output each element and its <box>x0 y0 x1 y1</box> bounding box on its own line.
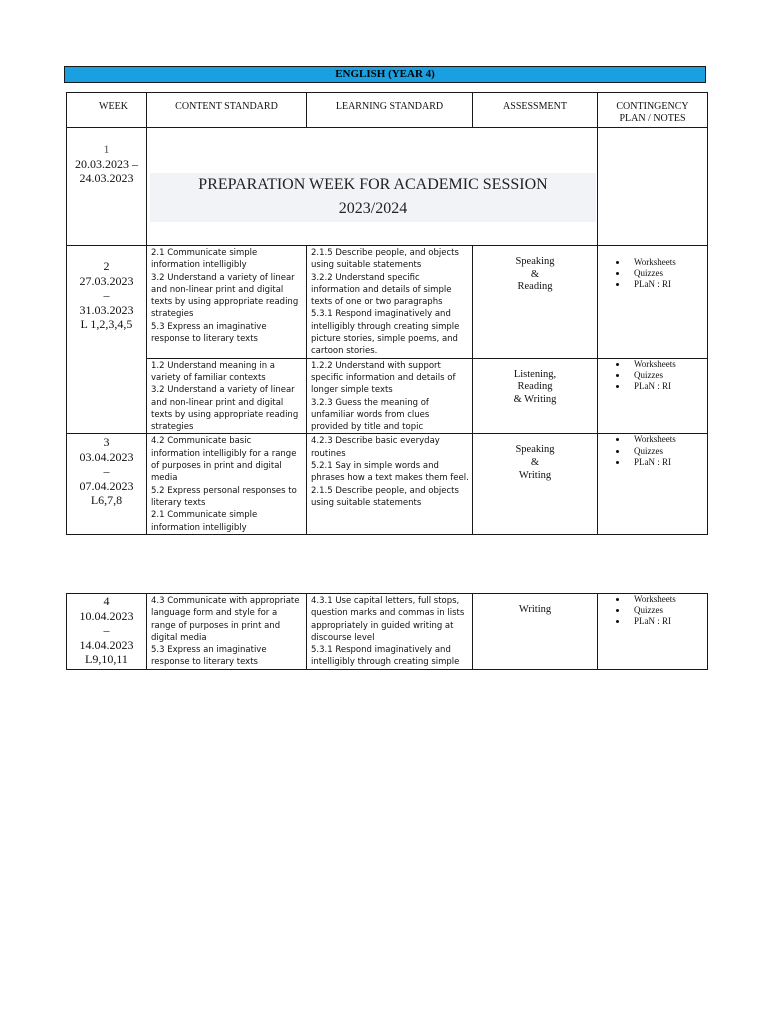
assessment-item: Listening, <box>513 368 557 380</box>
week1-start: 20.03.2023 – <box>75 156 138 171</box>
week1-end: 24.03.2023 <box>79 171 134 185</box>
week4-number: 4 <box>103 594 110 608</box>
notes-item: Quizzes <box>634 605 707 616</box>
preparation-week-banner <box>150 173 596 222</box>
week2-cell <box>67 246 147 434</box>
notes-list <box>598 257 707 291</box>
week3-start: 03.04.2023 <box>79 449 134 464</box>
header-row <box>67 93 708 128</box>
header-contingency <box>598 93 708 128</box>
assessment-item: Writing <box>518 604 552 615</box>
assessment-item: & <box>530 268 540 280</box>
week2b-assessment <box>473 358 598 434</box>
week3-row <box>67 434 708 534</box>
learning-item: 3.2.3 Guess the meaning of unfamiliar words from clues provided by title and topic <box>311 397 430 433</box>
learning-item: 1.2.2 Understand with support specific information and details of longer simple texts <box>311 360 456 396</box>
notes-item: Worksheets <box>634 434 707 445</box>
week4-content-standard <box>147 594 307 670</box>
week3-assessment <box>473 434 598 534</box>
assessment-item: & <box>530 457 540 469</box>
week3-lessons: L6,7,8 <box>90 493 123 508</box>
week2a-assessment <box>473 246 598 359</box>
learning-item: 2.1.5 Describe people, and objects using suitable statements <box>311 248 459 271</box>
week4-lessons: L9,10,11 <box>85 652 128 666</box>
week2-lessons: L 1,2,3,4,5 <box>80 317 133 331</box>
assessment-item: Speaking <box>515 256 555 267</box>
notes-item: Worksheets <box>634 359 707 370</box>
notes-item: PLaN : RI <box>634 616 707 627</box>
week2b-learning-standard <box>307 358 473 434</box>
content-item: 3.2 Understand a variety of linear and non-linear print and digital texts by using appropriate reading strategies <box>151 385 299 433</box>
content-item: 2.1 Communicate simple information intelligibly <box>151 248 258 271</box>
learning-item: 3.2.2 Understand specific information and details of simple texts of one or two paragraphs <box>311 272 452 308</box>
week4-end: 14.04.2023 <box>79 637 134 652</box>
assessment-item: Speaking <box>515 444 555 456</box>
week2b-content-standard <box>147 358 307 434</box>
preparation-week-line1: PREPARATION WEEK FOR ACADEMIC SESSION <box>198 176 548 193</box>
header-learning-standard: LEARNING STANDARD <box>307 93 473 128</box>
week2-row-b <box>67 358 708 434</box>
content-item: 2.1 Communicate simple information intelligibly <box>151 510 258 533</box>
week4-learning-standard <box>307 594 473 670</box>
scheme-of-work-table-continued <box>66 593 708 670</box>
notes-item: Worksheets <box>634 257 707 268</box>
learning-item: 5.2.1 Say in simple words and phrases how a text makes them feel. <box>311 461 469 484</box>
notes-item: Quizzes <box>634 370 707 381</box>
notes-item: PLaN : RI <box>634 381 707 392</box>
learning-item: 4.2.3 Describe basic everyday routines <box>311 436 440 459</box>
content-item: 1.2 Understand meaning in a variety of familiar contexts <box>151 360 276 383</box>
week3-number: 3 <box>103 435 110 450</box>
notes-list <box>598 594 707 628</box>
content-item: 4.3 Communicate with appropriate language form and style for a range of purposes in print and digital media <box>151 596 300 643</box>
notes-list <box>598 359 707 393</box>
week4-dash: – <box>103 623 110 637</box>
week4-start: 10.04.2023 <box>79 608 134 623</box>
week4-assessment <box>473 594 598 670</box>
notes-item: Quizzes <box>634 268 707 279</box>
learning-item: 4.3.1 Use capital letters, full stops, question marks and commas in lists appropriately in guided writing at discourse level <box>311 596 465 643</box>
week2a-content-standard <box>147 246 307 359</box>
assessment-item: Reading <box>517 381 553 393</box>
week2-number: 2 <box>103 259 110 273</box>
week1-cell <box>67 128 147 246</box>
notes-item: PLaN : RI <box>634 457 707 468</box>
header-week <box>67 93 147 128</box>
notes-list <box>598 434 707 468</box>
week2-dash: – <box>103 288 110 302</box>
week3-content-standard <box>147 434 307 534</box>
week3-end: 07.04.2023 <box>79 478 134 493</box>
week4-notes <box>598 594 708 670</box>
notes-item: Quizzes <box>634 446 707 457</box>
week2a-notes <box>598 246 708 359</box>
notes-item: Worksheets <box>634 594 707 605</box>
header-assessment: ASSESSMENT <box>473 93 598 128</box>
week3-cell <box>67 434 147 534</box>
week4-cell <box>67 594 147 670</box>
week2-row-a <box>67 246 708 359</box>
assessment-item: & Writing <box>513 393 557 405</box>
week1-number: 1 <box>103 142 110 156</box>
header-week-label: WEEK <box>99 101 128 112</box>
content-item: 5.3 Express an imaginative response to literary texts <box>151 321 267 345</box>
preparation-week-line2: 2023/2024 <box>338 200 408 217</box>
week2a-learning-standard <box>307 246 473 359</box>
scheme-of-work-table <box>66 92 708 535</box>
week3-learning-standard <box>307 434 473 534</box>
content-item: 4.2 Communicate basic information intelligibly for a range of purposes in print and digital media <box>151 436 297 484</box>
week2-start: 27.03.2023 <box>79 273 134 288</box>
assessment-item: Writing <box>518 469 552 481</box>
learning-item: 5.3.1 Respond imaginatively and intelligibly through creating simple <box>311 645 460 668</box>
learning-item: 5.3.1 Respond imaginatively and intelligibly through creating simple picture stories, simple poems, and cartoon stories. <box>311 309 460 357</box>
learning-item: 2.1.5 Describe people, and objects using suitable statements <box>311 485 459 508</box>
week2b-notes <box>598 358 708 434</box>
header-contingency-line1: CONTINGENCY <box>616 101 689 112</box>
week1-notes-cell <box>598 128 708 246</box>
header-contingency-line2: PLAN / NOTES <box>619 113 686 124</box>
week3-notes <box>598 434 708 534</box>
week2-end: 31.03.2023 <box>79 302 134 317</box>
week3-dash: – <box>103 464 110 479</box>
document-title: ENGLISH (YEAR 4) <box>64 66 706 83</box>
content-item: 5.2 Express personal responses to literary texts <box>151 485 297 508</box>
content-item: 5.3 Express an imaginative response to literary texts <box>151 645 267 668</box>
content-item: 3.2 Understand a variety of linear and non-linear print and digital texts by using appropriate reading strategies <box>151 272 299 320</box>
assessment-item: Reading <box>517 281 553 293</box>
notes-item: PLaN : RI <box>634 279 707 290</box>
header-content-standard: CONTENT STANDARD <box>147 93 307 128</box>
week4-row <box>67 594 708 670</box>
